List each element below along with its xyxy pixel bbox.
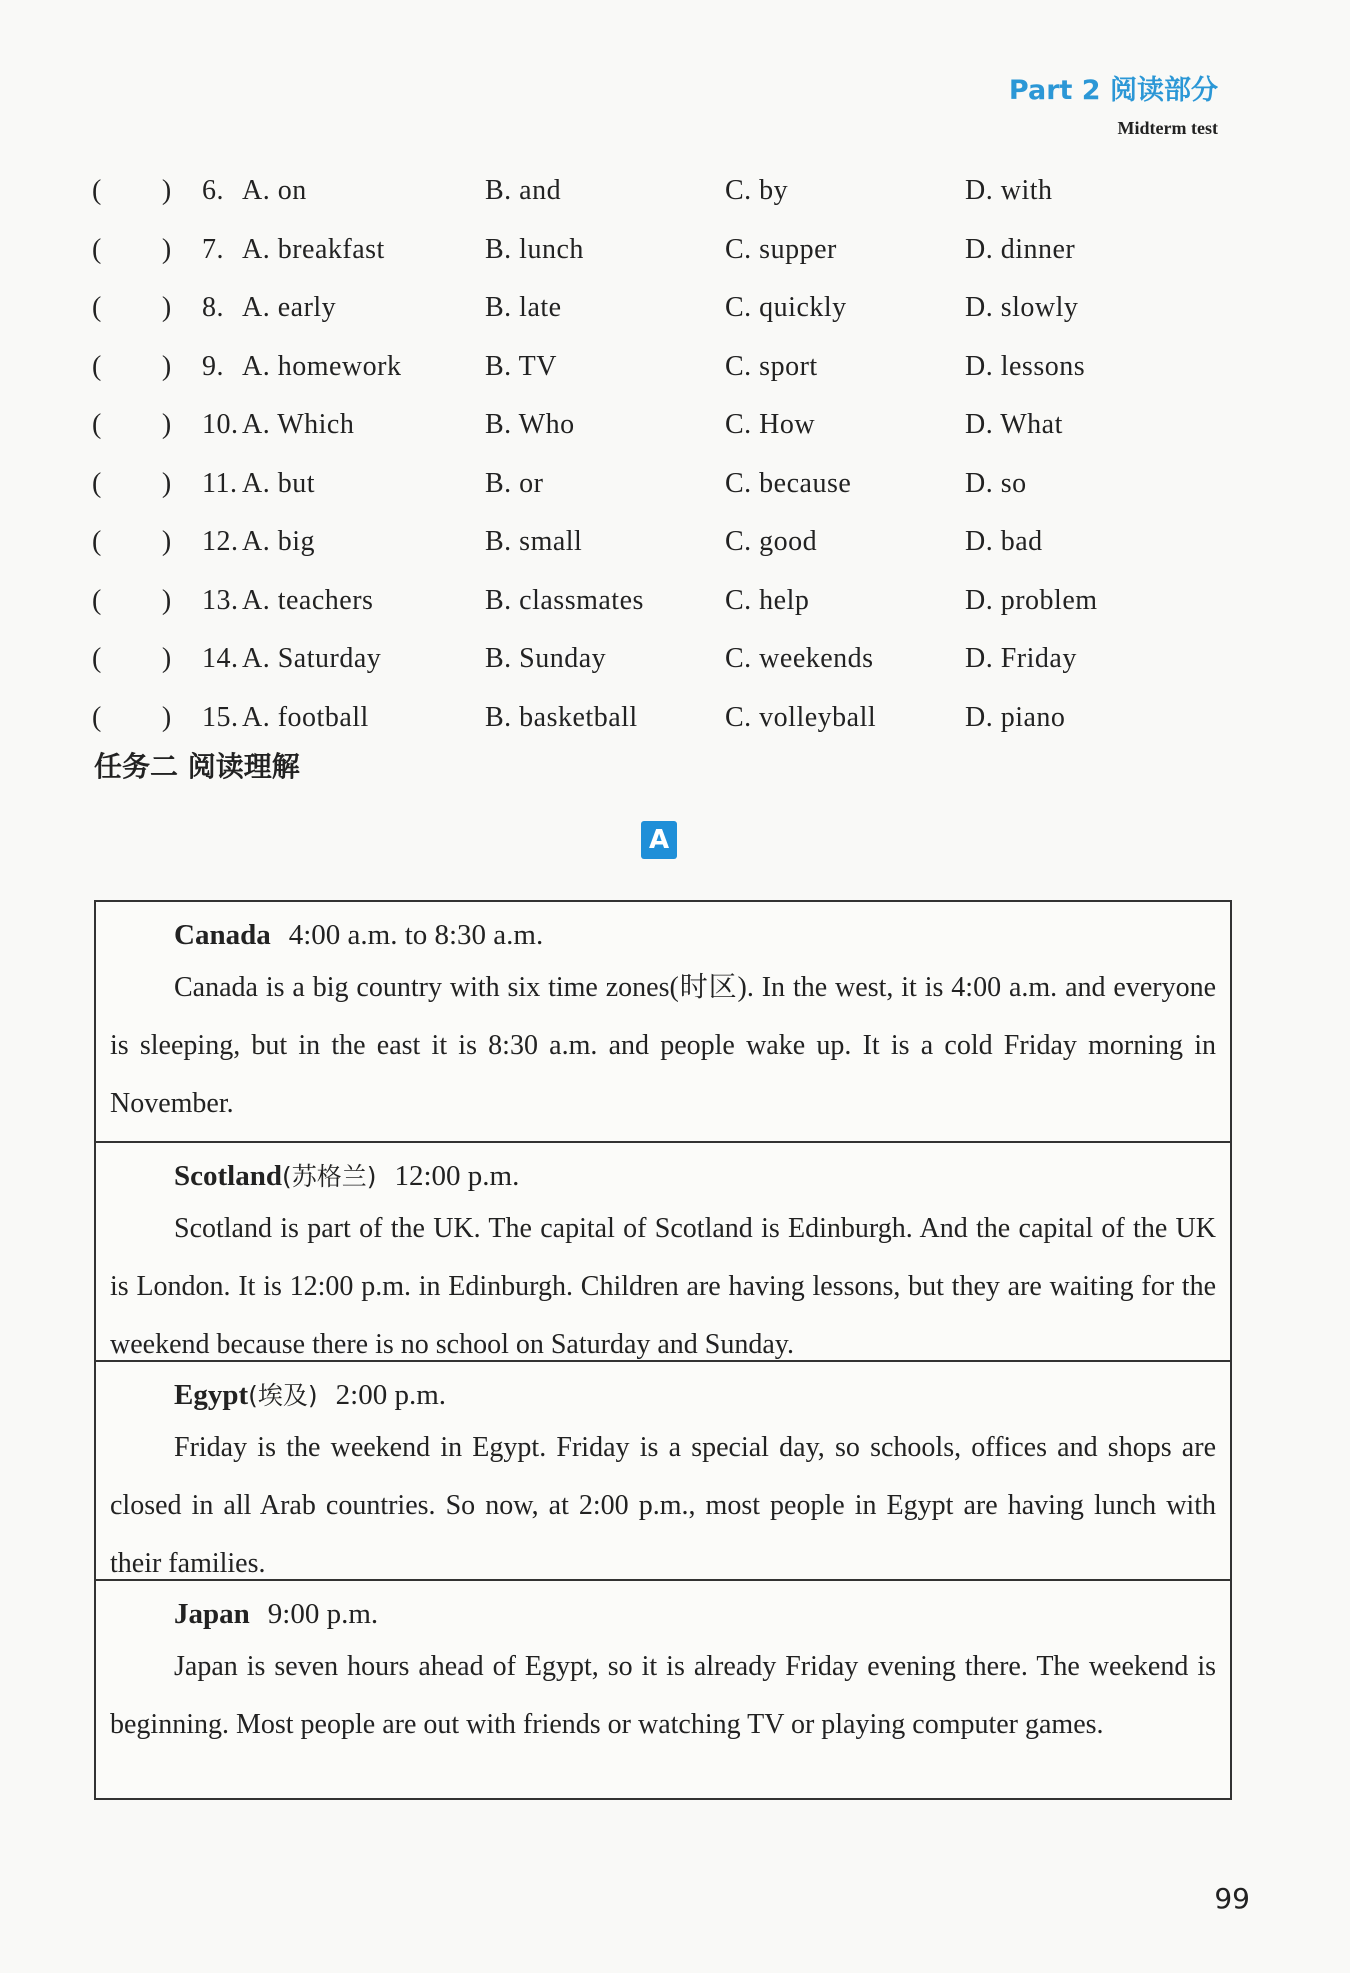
question-number: 14.: [202, 643, 239, 675]
local-time: 9:00 p.m.: [267, 1598, 379, 1630]
option-b: B. lunch: [485, 233, 584, 265]
passage-section-canada: [96, 902, 1230, 1141]
section-heading: [110, 916, 1216, 955]
option-b: B. small: [485, 526, 583, 558]
option-b: B. and: [485, 175, 562, 207]
question-row: [92, 396, 1205, 455]
section-heading: [110, 1595, 1216, 1634]
part-heading: Part 2 阅读部分: [1008, 75, 1218, 106]
question-row: [92, 279, 1205, 338]
option-a: A. Which: [242, 409, 355, 441]
option-c: C. by: [725, 175, 789, 207]
section-text: Friday is the weekend in Egypt. Friday is a special day, so schools, offices and shops are closed in all Arab countries. So now, at 2:00 p.m., most people in Egypt are having lunch with their families.: [110, 1432, 1216, 1579]
question-number: 9.: [202, 350, 224, 382]
option-d: D. dinner: [965, 233, 1076, 265]
question-row: [92, 338, 1205, 397]
option-a: A. homework: [242, 350, 402, 382]
local-time: 4:00 a.m. to 8:30 a.m.: [288, 919, 544, 951]
question-number: 11.: [202, 467, 238, 499]
answer-blank[interactable]: ( ): [92, 467, 172, 499]
option-a: A. breakfast: [242, 233, 385, 265]
question-row: [92, 221, 1205, 280]
question-row: [92, 689, 1205, 748]
passage-section-japan: [96, 1579, 1230, 1798]
option-d: D. piano: [965, 701, 1066, 733]
option-b: B. classmates: [485, 584, 644, 616]
option-c: C. volleyball: [725, 701, 877, 733]
option-a: A. football: [242, 701, 369, 733]
country-name: Egypt: [174, 1379, 249, 1411]
answer-blank[interactable]: ( ): [92, 233, 180, 265]
option-d: D. Friday: [965, 643, 1077, 675]
passage-badge: A: [641, 821, 677, 859]
section-text: Scotland is part of the UK. The capital of Scotland is Edinburgh. And the capital of the UK is London. It is 12:00 p.m. in Edinburgh. Children are having lessons, but they are waiting for the weekend because there is no school on Saturday and Sunday.: [110, 1213, 1216, 1360]
option-c: C. supper: [725, 233, 837, 265]
option-a: A. but: [242, 467, 315, 499]
option-c: C. good: [725, 526, 818, 558]
passage-table: [94, 900, 1232, 1800]
midterm-subtitle: Midterm test: [1117, 118, 1218, 138]
answer-blank[interactable]: ( ): [92, 292, 180, 324]
option-c: C. sport: [725, 350, 818, 382]
option-c: C. weekends: [725, 643, 874, 675]
answer-blank[interactable]: ( ): [92, 409, 172, 441]
option-c: C. help: [725, 584, 810, 616]
question-number: 15.: [202, 701, 239, 733]
answer-blank[interactable]: ( ): [92, 526, 172, 558]
option-d: D. What: [965, 409, 1063, 441]
question-row: [92, 455, 1205, 514]
answer-blank[interactable]: ( ): [92, 643, 172, 675]
option-d: D. lessons: [965, 350, 1086, 382]
option-b: B. basketball: [485, 701, 638, 733]
question-number: 13.: [202, 584, 239, 616]
answer-blank[interactable]: ( ): [92, 584, 172, 616]
option-a: A. teachers: [242, 584, 374, 616]
option-d: D. bad: [965, 526, 1043, 558]
option-c: C. because: [725, 467, 852, 499]
question-list: [92, 162, 1205, 747]
option-d: D. slowly: [965, 292, 1079, 324]
option-b: B. TV: [485, 350, 557, 382]
answer-blank[interactable]: ( ): [92, 175, 180, 207]
option-c: C. How: [725, 409, 816, 441]
section-text: Japan is seven hours ahead of Egypt, so it is already Friday evening there. The weekend is beginning. Most people are out with friends or watching TV or playing computer games.: [110, 1651, 1216, 1740]
answer-blank[interactable]: ( ): [92, 350, 180, 382]
option-b: B. late: [485, 292, 562, 324]
question-row: [92, 630, 1205, 689]
passage-section-egypt: [96, 1360, 1230, 1579]
answer-blank[interactable]: ( ): [92, 701, 172, 733]
task-heading: 任务二 阅读理解: [94, 750, 300, 783]
option-b: B. Sunday: [485, 643, 607, 675]
question-number: 7.: [202, 233, 224, 265]
question-number: 10.: [202, 409, 239, 441]
country-chinese: (苏格兰): [281, 1162, 377, 1191]
option-b: B. Who: [485, 409, 575, 441]
option-a: A. big: [242, 526, 315, 558]
option-d: D. with: [965, 175, 1053, 207]
option-a: A. Saturday: [242, 643, 382, 675]
country-name: Scotland: [174, 1160, 282, 1192]
question-number: 12.: [202, 526, 239, 558]
country-name: Canada: [174, 919, 271, 951]
section-text: Canada is a big country with six time zones(时区). In the west, it is 4:00 a.m. and everyone is sleeping, but in the east it is 8:30 a.m. and people wake up. It is a cold Friday morning in November.: [110, 972, 1216, 1119]
option-a: A. early: [242, 292, 337, 324]
section-heading: [110, 1376, 1216, 1415]
question-number: 6.: [202, 175, 224, 207]
country-name: Japan: [174, 1598, 250, 1630]
option-a: A. on: [242, 175, 307, 207]
section-heading: [110, 1157, 1216, 1196]
option-b: B. or: [485, 467, 544, 499]
option-c: C. quickly: [725, 292, 847, 324]
local-time: 2:00 p.m.: [335, 1379, 447, 1411]
question-row: [92, 513, 1205, 572]
question-number: 8.: [202, 292, 224, 324]
local-time: 12:00 p.m.: [394, 1160, 520, 1192]
option-d: D. so: [965, 467, 1027, 499]
question-row: [92, 572, 1205, 631]
page-number: 99: [1214, 1882, 1250, 1915]
passage-section-scotland: [96, 1141, 1230, 1360]
option-d: D. problem: [965, 584, 1098, 616]
country-chinese: (埃及): [248, 1381, 318, 1410]
question-row: [92, 162, 1205, 221]
